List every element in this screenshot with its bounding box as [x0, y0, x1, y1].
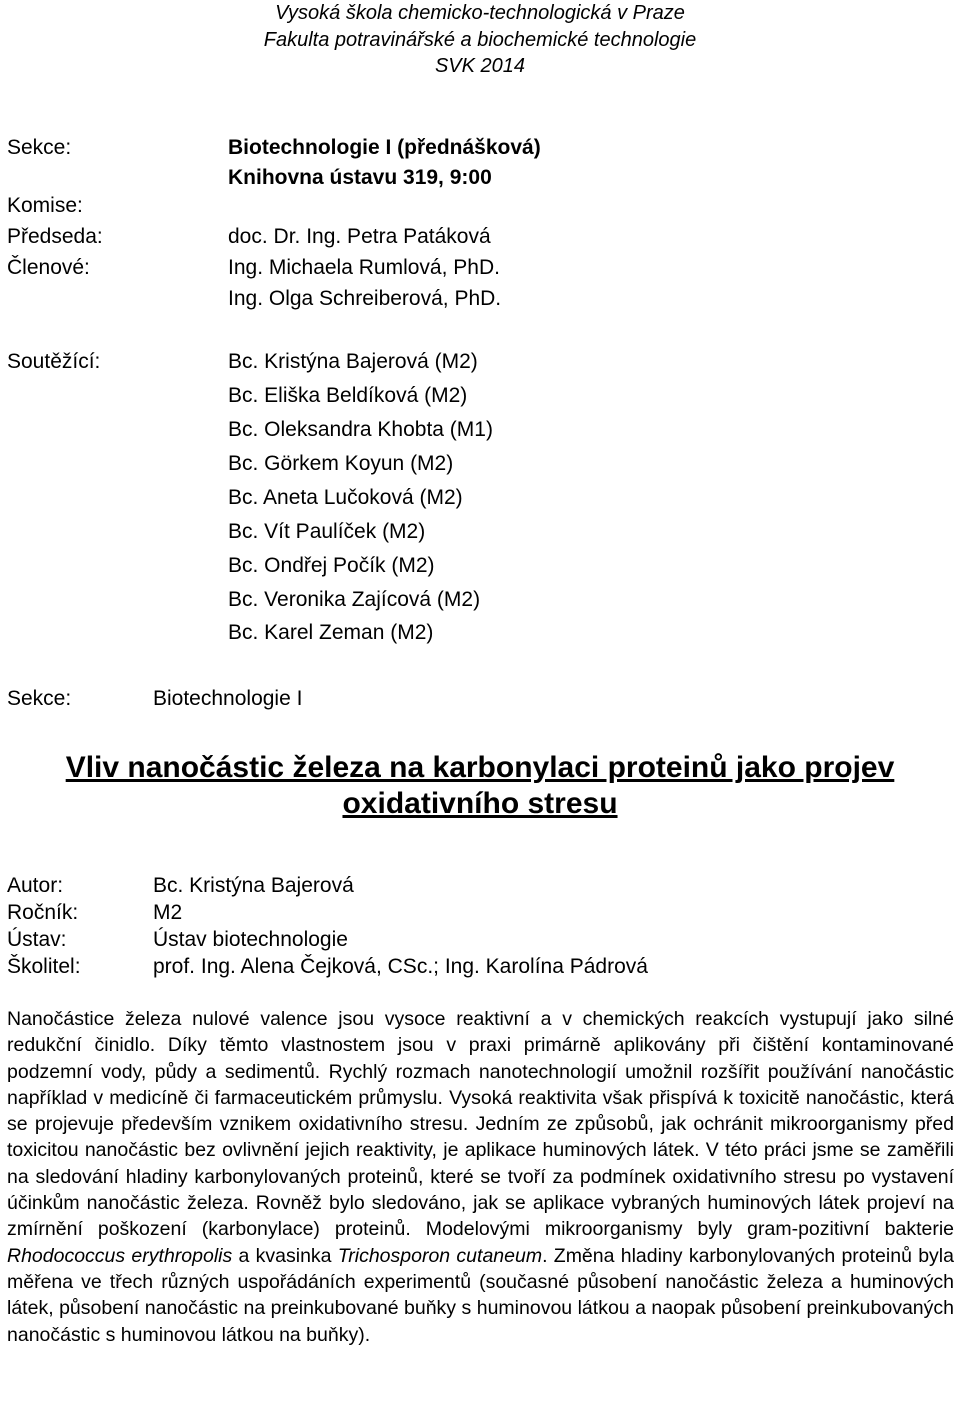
page-header	[0, 0, 960, 80]
section-location: Knihovna ústavu 319, 9:00	[228, 166, 492, 189]
supervisor-row	[0, 953, 960, 981]
competitors-label: Soutěžící:	[7, 350, 101, 373]
competitor-name: Bc. Kristýna Bajerová (M2)	[228, 350, 478, 373]
abstract-text: Nanočástice železa nulové valence jsou vysoce reaktivní a v chemických reakcích vystupují jako silné redukční činidlo. Díky těmto vlastnostem jsou v praxi primárně aplikovány při čištění kontaminované podzemní vody, půdy a sedimentů. Rychlý rozmach nanotechnologií umožnil rozšířit používání nanočástic například v medicíně či farmaceutickém průmyslu. Vysoká reaktivita však přispívá k toxicitě nanočástic, která se projevuje především vznikem oxidativního stresu. Jedním ze způsobů, jak ochránit mikroorganismy před toxicitou nanočástic bez ovlivnění jejich reaktivity, je aplikace huminových látek. V této práci jsme se zaměřili na sledování hladiny karbonylovaných proteinů, které se tvoří za podmínek oxidativního stresu po vystavení účinkům nanočástic železa. Rovněž bylo sledováno, jak se aplikace vybraných huminových látek projeví na zmírnění poškození (karbonylace) proteinů. Modelovými mikroorganismy byly gram-pozitivní bakterie	[7, 1008, 954, 1241]
year-label: Ročník:	[7, 901, 79, 924]
competitor-name: Bc. Ondřej Počík (M2)	[228, 554, 435, 577]
section-row	[0, 133, 960, 163]
author-name: Bc. Kristýna Bajerová	[153, 874, 354, 897]
competitor-name: Bc. Oleksandra Khobta (M1)	[228, 418, 493, 441]
competitor-name: Bc. Veronika Zajícová (M2)	[228, 588, 481, 611]
chair-label: Předseda:	[7, 225, 103, 248]
paper-section-label: Sekce:	[7, 687, 72, 710]
competitors-row	[0, 551, 960, 581]
competitor-name: Bc. Eliška Beldíková (M2)	[228, 384, 468, 407]
paper-title-line: Vliv nanočástic železa na karbonylaci proteinů jako projev	[65, 751, 895, 784]
commission-row	[0, 191, 960, 221]
paper-title	[0, 750, 960, 822]
competitor-name: Bc. Aneta Lučoková (M2)	[228, 486, 463, 509]
abstract	[7, 1006, 954, 1348]
chair-row	[0, 222, 960, 252]
competitors-row	[0, 483, 960, 513]
location-row	[0, 163, 960, 193]
section-label: Sekce:	[7, 136, 72, 159]
year-value: M2	[153, 901, 183, 924]
organism-name: Trichosporon cutaneum	[337, 1244, 543, 1267]
conference-name: SVK 2014	[434, 55, 526, 77]
competitors-row	[0, 347, 960, 377]
competitor-name: Bc. Karel Zeman (M2)	[228, 621, 434, 644]
competitors-row	[0, 585, 960, 615]
faculty-name: Fakulta potravinářské a biochemické technologie	[263, 28, 697, 51]
institute-row	[0, 926, 960, 954]
competitor-name: Bc. Vít Paulíček (M2)	[228, 520, 426, 543]
chair-name: doc. Dr. Ing. Petra Patáková	[228, 225, 491, 248]
competitors-row	[0, 381, 960, 411]
organism-name: Rhodococcus erythropolis	[7, 1244, 233, 1267]
paper-title-line: oxidativního stresu	[342, 787, 618, 820]
commission-label: Komise:	[7, 194, 83, 217]
abstract-text: a kvasinka	[232, 1244, 338, 1267]
university-name: Vysoká škola chemicko-technologická v Praze	[275, 2, 685, 24]
institute-label: Ústav:	[7, 928, 67, 951]
section-title: Biotechnologie I (přednášková)	[228, 136, 541, 159]
competitors-row	[0, 618, 960, 648]
competitors-row	[0, 449, 960, 479]
institute-value: Ústav biotechnologie	[153, 928, 348, 951]
competitor-name: Bc. Görkem Koyun (M2)	[228, 452, 454, 475]
supervisor-value: prof. Ing. Alena Čejková, CSc.; Ing. Karolína Pádrová	[153, 955, 648, 978]
author-row	[0, 872, 960, 900]
members-label: Členové:	[7, 256, 90, 279]
member-name: Ing. Olga Schreiberová, PhD.	[228, 287, 502, 310]
supervisor-label: Školitel:	[7, 955, 81, 978]
member-name: Ing. Michaela Rumlová, PhD.	[228, 256, 500, 279]
author-label: Autor:	[7, 874, 64, 897]
year-row	[0, 899, 960, 927]
members-row	[0, 253, 960, 283]
competitors-row	[0, 517, 960, 547]
competitors-row	[0, 415, 960, 445]
abstract-text: . Změna hladiny karbonylovaných proteinů byla měřena ve třech různých uspořádáních experimentů (současné působení nanočástic železa a huminových látek, působení nanočástic na preinkubované buňky s huminovou látkou a naopak působení preinkubovaných nanočástic s huminovou látkou na buňky).	[7, 1244, 954, 1346]
members-row	[0, 284, 960, 314]
paper-section-value: Biotechnologie I	[153, 687, 303, 710]
